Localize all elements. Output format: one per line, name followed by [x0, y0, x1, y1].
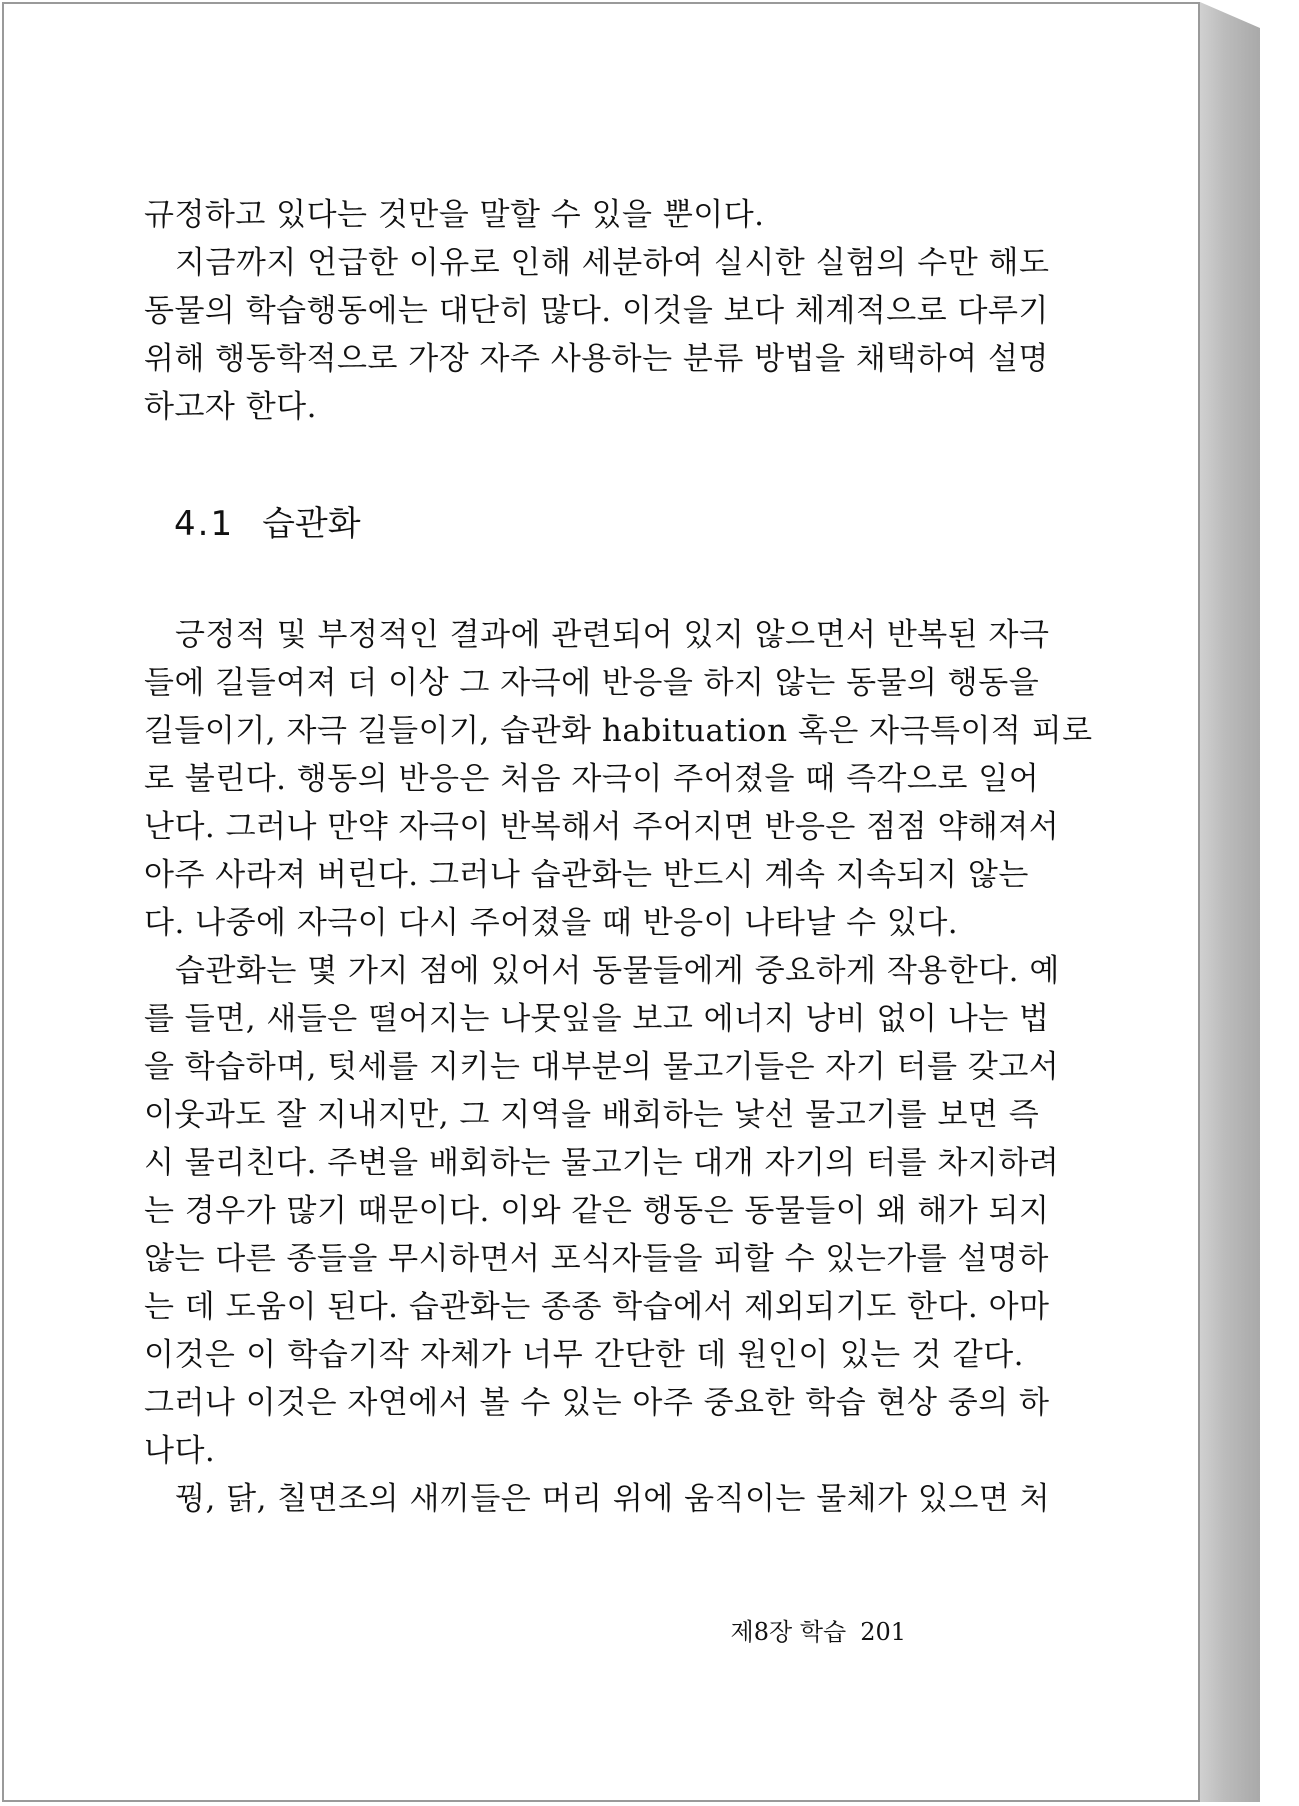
- running-footer: [731, 1612, 906, 1652]
- text-line: 않는 다른 종들을 무시하면서 포식자들을 피할 수 있는가를 설명하: [144, 1241, 1049, 1277]
- text-line: 습관화는 몇 가지 점에 있어서 동물들에게 중요하게 작용한다. 예: [175, 953, 1060, 989]
- text-line: 꿩, 닭, 칠면조의 새끼들은 머리 위에 움직이는 물체가 있으면 처: [175, 1481, 1051, 1517]
- text-line: 을 학습하며, 텃세를 지키는 대부분의 물고기들은 자기 터를 갖고서: [144, 1049, 1060, 1085]
- book-spine-shape: [1200, 2, 1260, 1802]
- text-line: 이것은 이 학습기작 자체가 너무 간단한 데 원인이 있는 것 같다.: [144, 1337, 1024, 1373]
- page-number: 201: [860, 1618, 906, 1646]
- text-line: 는 데 도움이 된다. 습관화는 종종 학습에서 제외되기도 한다. 아마: [144, 1289, 1050, 1325]
- text-line: 들에 길들여져 더 이상 그 자극에 반응을 하지 않는 동물의 행동을: [144, 665, 1040, 701]
- section-title: 습관화: [262, 504, 361, 544]
- text-line: 지금까지 언급한 이유로 인해 세분하여 실시한 실험의 수만 해도: [175, 245, 1050, 281]
- text-line: 규정하고 있다는 것만을 말할 수 있을 뿐이다.: [144, 197, 765, 233]
- text-line: 다. 나중에 자극이 다시 주어졌을 때 반응이 나타날 수 있다.: [144, 905, 959, 941]
- text-line: 난다. 그러나 만약 자극이 반복해서 주어지면 반응은 점점 약해져서: [144, 809, 1060, 845]
- text-line: 하고자 한다.: [144, 389, 317, 425]
- text-line: 그러나 이것은 자연에서 볼 수 있는 아주 중요한 학습 현상 중의 하: [144, 1385, 1050, 1421]
- text-line: 이웃과도 잘 지내지만, 그 지역을 배회하는 낯선 물고기를 보면 즉: [144, 1097, 1040, 1133]
- text-line: 위해 행동학적으로 가장 자주 사용하는 분류 방법을 채택하여 설명: [144, 341, 1049, 377]
- text-line: 긍정적 및 부정적인 결과에 관련되어 있지 않으면서 반복된 자극: [175, 617, 1050, 653]
- text-line: 로 불린다. 행동의 반응은 처음 자극이 주어졌을 때 즉각으로 일어: [144, 761, 1040, 797]
- text-line: 동물의 학습행동에는 대단히 많다. 이것을 보다 체계적으로 다루기: [144, 293, 1049, 329]
- text-line: 아주 사라져 버린다. 그러나 습관화는 반드시 계속 지속되지 않는: [144, 857, 1029, 893]
- text-line: 를 들면, 새들은 떨어지는 나뭇잎을 보고 에너지 낭비 없이 나는 법: [144, 1001, 1050, 1037]
- text-line: 나다.: [144, 1433, 216, 1469]
- footer-chapter: 제8장 학습: [730, 1618, 847, 1646]
- section-heading: [174, 494, 361, 554]
- text-line: 시 물리친다. 주변을 배회하는 물고기는 대개 자기의 터를 차지하려: [144, 1145, 1060, 1181]
- book-page: [2, 2, 1200, 1802]
- text-line: 길들이기, 자극 길들이기, 습관화 habituation 혹은 자극특이적 피로: [144, 713, 1093, 749]
- section-number: 4.1: [174, 504, 235, 544]
- text-line: 는 경우가 많기 때문이다. 이와 같은 행동은 동물들이 왜 해가 되지: [144, 1193, 1050, 1229]
